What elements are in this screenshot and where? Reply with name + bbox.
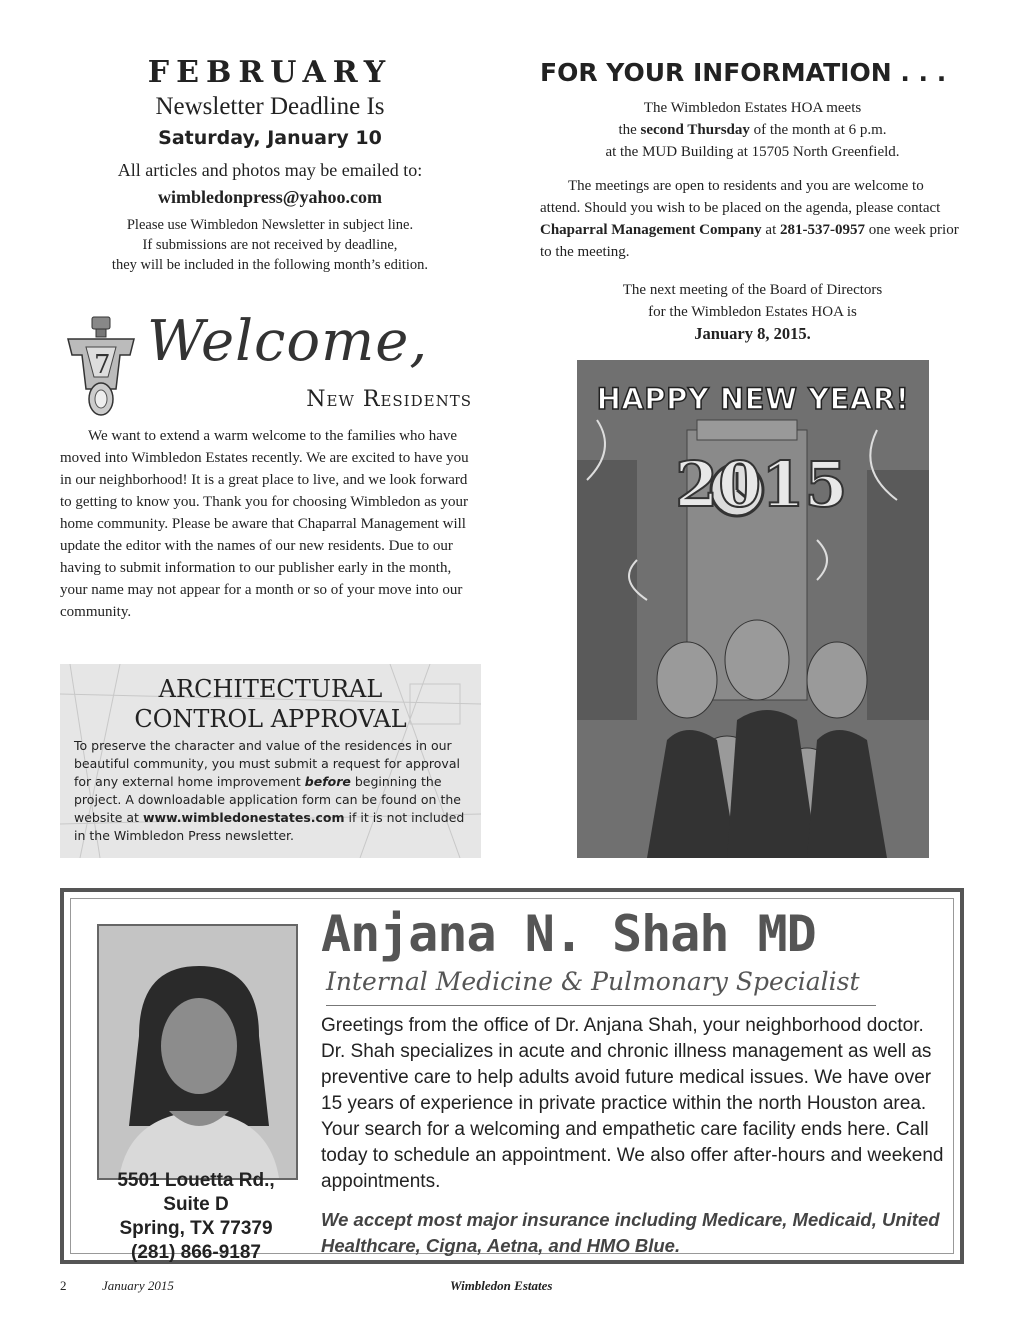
ad-address-line-1: 5501 Louetta Rd.,	[117, 1170, 275, 1191]
fyi-section	[540, 55, 965, 345]
new-year-poster	[577, 360, 929, 858]
ad-phone: (281) 866-9187	[131, 1242, 261, 1263]
deadline-subtitle: Newsletter Deadline Is	[155, 93, 385, 120]
fyi-open-text: The meetings are open to residents and you are welcome to attend. Should you wish to be placed on the agenda, please contact Chaparral Management Company at 281-537-0957 one week prior to the meeting.	[540, 178, 959, 260]
door-knocker-icon	[62, 315, 140, 419]
doctor-photo	[97, 924, 298, 1180]
ad-address-line-3: Spring, TX 77379	[119, 1218, 273, 1239]
fyi-meet-line-1: The Wimbledon Estates HOA meets	[643, 100, 862, 116]
architectural-title-1: ARCHITECTURAL	[158, 675, 383, 703]
fyi-title: FOR YOUR INFORMATION . . .	[540, 58, 947, 87]
welcome-header	[62, 309, 482, 425]
footer-publication: Wimbledon Estates	[450, 1278, 553, 1293]
welcome-script: Welcome,	[147, 309, 429, 374]
fyi-next-line-2: for the Wimbledon Estates HOA is	[648, 304, 857, 320]
deadline-month: FEBRUARY	[147, 55, 393, 90]
deadline-section	[60, 55, 480, 275]
architectural-text: To preserve the character and value of the residences in our beautiful community, you must submit a request for approval for any external home improvement before beginning the project. A downloadable application form can be found on the website at www.wimbledonestates.com if it is not included in the Wimbledon Press newsletter.	[74, 738, 465, 843]
deadline-note-3: they will be included in the following month’s edition.	[111, 257, 429, 273]
poster-headline: HAPPY NEW YEAR!	[596, 382, 910, 416]
deadline-note-1: Please use Wimbledon Newsletter in subject line.	[126, 217, 414, 233]
deadline-date: Saturday, January 10	[158, 127, 382, 149]
svg-text:7: 7	[94, 350, 111, 380]
ad-address-line-2: Suite D	[163, 1194, 229, 1215]
doctor-ad	[60, 888, 964, 1264]
deadline-note-2: If submissions are not received by deadline,	[142, 237, 398, 253]
architectural-title-2: CONTROL APPROVAL	[134, 705, 407, 733]
deadline-intro: All articles and photos may be emailed to:	[117, 160, 423, 180]
page-number: 2	[60, 1278, 67, 1293]
ad-address	[91, 1169, 301, 1265]
deadline-email[interactable]: wimbledonpress@yahoo.com	[158, 187, 382, 207]
ad-divider	[326, 1005, 876, 1006]
fyi-next-date: January 8, 2015.	[694, 324, 811, 343]
footer-date: January 2015	[102, 1278, 174, 1293]
ad-specialty: Internal Medicine & Pulmonary Specialist	[326, 967, 860, 996]
party-illustration	[577, 360, 929, 858]
ad-doctor-name: Anjana N. Shah MD	[321, 905, 816, 963]
ad-insurance: We accept most major insurance including Medicare, Medicaid, United Healthcare, Cigna, Aetna, and HMO Blue.	[321, 1209, 940, 1256]
portrait-image	[99, 926, 296, 1178]
architectural-box	[60, 664, 481, 858]
architectural-website-link[interactable]: www.wimbledonestates.com	[142, 810, 345, 825]
ad-body: Greetings from the office of Dr. Anjana Shah, your neighborhood doctor. Dr. Shah specializes in acute and chronic illness management as well as preventive care to help adults avoid future medical issues. We have over 15 years of experience in private practice within the north Houston area. Your search for a welcoming and empathetic care facility ends here. Call today to schedule an appointment. We also offer after-hours and weekend appointments.	[321, 1015, 944, 1192]
fyi-next-line-1: The next meeting of the Board of Directors	[622, 282, 883, 298]
new-residents-heading: New Residents	[306, 387, 472, 412]
fyi-meet-line-3: at the MUD Building at 15705 North Greenfield.	[605, 144, 900, 160]
welcome-body: We want to extend a warm welcome to the families who have moved into Wimbledon Estates recently. We are excited to have you in our neighborhood! It is a great place to live, and we look forward to getting to know you. Thank you for choosing Wimbledon as your home community. Please be aware that Chaparral Management will update the editor with the names of our new residents. Due to our having to submit information to our publisher early in the month, your name may not appear for a month or so of your move into our community.	[60, 428, 469, 620]
fyi-meet-line-2: the second Thursday of the month at 6 p.m.	[618, 122, 887, 138]
poster-year: 2015	[675, 448, 848, 521]
